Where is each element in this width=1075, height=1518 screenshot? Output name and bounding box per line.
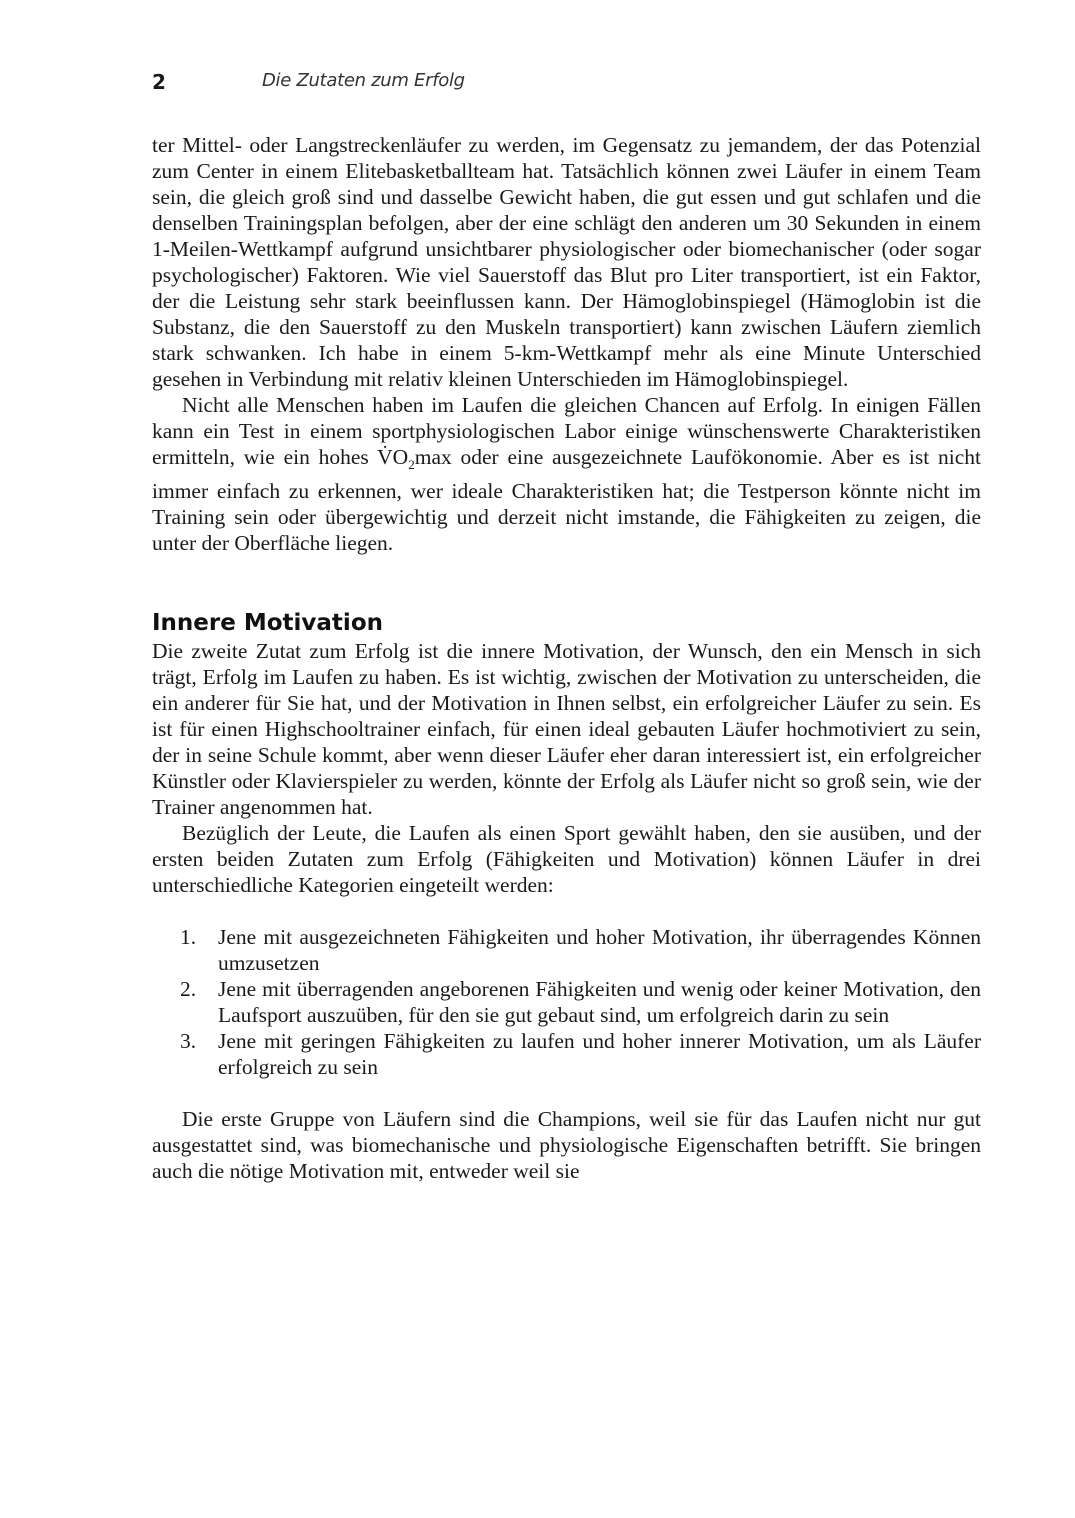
- subscript-2: 2: [408, 457, 415, 472]
- section-heading: Innere Motivation: [152, 610, 383, 636]
- running-head: [152, 64, 981, 104]
- closing-paragraph: Die erste Gruppe von Läufern sind die Champions, weil sie für das Laufen nicht nur gut ausgestattet sind, was biomechanische und physiologische Eigenschaften betrifft. Sie bringen auch die nötige Motivation mit, entweder weil sie: [152, 1107, 981, 1183]
- list-item: [152, 976, 981, 1028]
- body-text: [152, 132, 981, 1184]
- paragraph-vo2max: [152, 392, 981, 556]
- section-paragraph: Bezüglich der Leute, die Laufen als einen Sport gewählt haben, den sie ausüben, und der ersten beiden Zutaten zum Erfolg (Fähigkeiten und Motivation) können Läufer in drei unterschiedliche Kategorien eingeteilt werden:: [152, 821, 981, 897]
- section-paragraph: Die zweite Zutat zum Erfolg ist die innere Motivation, der Wunsch, den ein Mensch in sich trägt, Erfolg im Laufen zu haben. Es ist wichtig, zwischen der Motivation zu unterscheiden, die ein anderer für Sie hat, und der Motivation in Ihnen selbst, ein erfolgreicher Läufer zu sein. Es ist für einen Highschooltrainer einfach, für einen ideal gebauten Läufer hochmotiviert zu sein, der in seine Schule kommt, aber wenn dieser Läufer eher daran interessiert ist, ein erfolgreicher Künstler oder Klavierspieler zu werden, könnte der Erfolg als Läufer nicht so groß sein, wie der Trainer angenommen hat.: [152, 639, 981, 819]
- list-item: [152, 1028, 981, 1080]
- page-number: 2: [152, 70, 166, 94]
- list-item-number: 1.: [180, 925, 197, 949]
- list-item-number: 2.: [180, 977, 197, 1001]
- book-page: [152, 64, 981, 1184]
- list-item: [152, 924, 981, 976]
- list-item-text: Jene mit ausgezeichneten Fähigkeiten und hoher Motivation, ihr überragendes Können umzusetzen: [218, 925, 981, 975]
- list-item-text: Jene mit geringen Fähigkeiten zu laufen und hoher innerer Motivation, um als Läufer erfolgreich zu sein: [218, 1029, 981, 1079]
- list-item-text: Jene mit überragenden angeborenen Fähigkeiten und wenig oder keiner Motivation, den Laufsport auszuüben, für den sie gut gebaut sind, um erfolgreich darin zu sein: [218, 977, 981, 1027]
- paragraph-vo2max-after: max oder eine ausgezeichnete Laufökonomie. Aber es ist nicht immer einfach zu erkennen, wer ideale Charakteristiken hat; die Testperson könnte nicht im Training sein oder übergewichtig und derzeit nicht imstande, die Fähigkeiten zu zeigen, die unter der Oberfläche liegen.: [152, 445, 981, 555]
- paragraph-vo2max-before: Nicht alle Menschen haben im Laufen die gleichen Chancen auf Erfolg. In einigen Fällen kann ein Test in einem sportphysiologischen Labor einige wünschenswerte Charakteristiken ermitteln, wie ein hohes V̇O: [152, 393, 981, 469]
- running-title: Die Zutaten zum Erfolg: [262, 70, 465, 91]
- list-item-number: 3.: [180, 1029, 197, 1053]
- category-list: [152, 924, 981, 1080]
- paragraph-continuation: ter Mittel- oder Langstreckenläufer zu werden, im Gegensatz zu jemandem, der das Potenzial zum Center in einem Elitebasketballteam hat. Tatsächlich können zwei Läufer in einem Team sein, die gleich groß sind und dasselbe Gewicht haben, die gut essen und gut schlafen und die denselben Trainingsplan befolgen, aber der eine schlägt den anderen um 30 Sekunden in einem 1-Meilen-Wettkampf aufgrund unsichtbarer physiologischer oder biomechanischer (oder sogar psychologischer) Faktoren. Wie viel Sauerstoff das Blut pro Liter transportiert, ist ein Faktor, der die Leistung sehr stark beeinflussen kann. Der Hämoglobinspiegel (Hämoglobin ist die Substanz, die den Sauerstoff zu den Muskeln transportiert) kann zwischen Läufern ziemlich stark schwanken. Ich habe in einem 5-km-Wettkampf mehr als eine Minute Unterschied gesehen in Verbindung mit relativ kleinen Unterschieden im Hämoglobinspiegel.: [152, 133, 981, 391]
